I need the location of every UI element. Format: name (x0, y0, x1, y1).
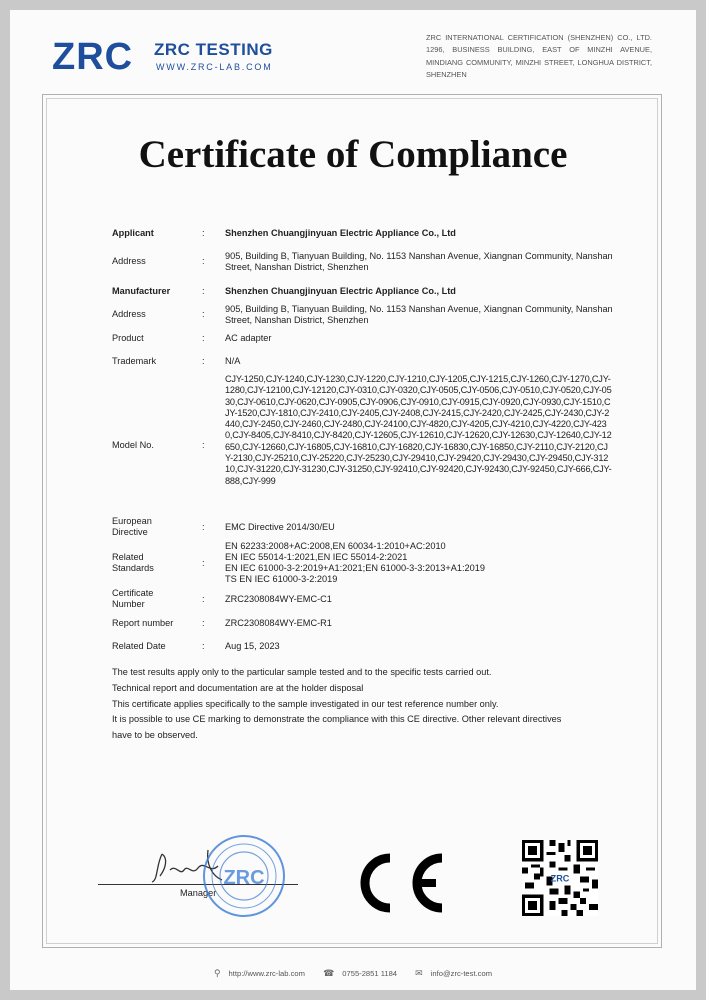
field-colon: : (202, 558, 205, 568)
ce-mark (350, 848, 450, 918)
field-colon: : (202, 618, 205, 628)
footer-phone: ☎ 0755-2851 1184 (323, 968, 398, 978)
field-value: 905, Building B, Tianyuan Building, No. 1153 Nanshan Avenue, Xiangnan Community, Nanshan Street, Nanshan District, Shenzhen (225, 304, 613, 326)
zrc-logo (52, 34, 282, 84)
field-value: Shenzhen Chuangjinyuan Electric Appliance Co., Ltd (225, 228, 456, 238)
qr-center-logo: ZRC (550, 873, 570, 884)
field-label: Product (112, 333, 144, 343)
field-label: Directive (112, 527, 148, 537)
signature-area (98, 840, 298, 920)
field-colon: : (202, 286, 205, 296)
field-label: European (112, 516, 152, 526)
logo-title: ZRC TESTING (154, 40, 273, 59)
standards-line: EN 62233:2008+AC:2008,EN 60034-1:2010+AC:2010 (225, 541, 446, 551)
mail-icon: ✉ (415, 968, 423, 978)
qr-code (522, 840, 598, 916)
field-label: Related Date (112, 641, 166, 651)
standards-line: EN IEC 55014-1:2021,EN IEC 55014-2:2021 (225, 552, 408, 562)
field-value: Shenzhen Chuangjinyuan Electric Appliance Co., Ltd (225, 286, 456, 296)
footer-website[interactable]: ⚲ http://www.zrc-lab.com (213, 968, 305, 978)
note-line: It is possible to use CE marking to demonstrate the compliance with this CE directive. Other relevant directives have to be observed. (112, 714, 562, 741)
field-colon: : (202, 440, 205, 450)
certificate-footer (10, 968, 696, 979)
field-colon: : (202, 256, 205, 266)
certificate-notes (112, 665, 582, 744)
field-value: ZRC2308084WY-EMC-R1 (225, 618, 332, 628)
signature-role: Manager (180, 888, 217, 898)
field-label: Address (112, 309, 146, 319)
field-colon: : (202, 309, 205, 319)
seal-text: ZRC (223, 867, 265, 889)
field-colon: : (202, 228, 205, 238)
field-label: Standards (112, 563, 154, 573)
field-value: 905, Building B, Tianyuan Building, No. 1153 Nanshan Avenue, Xiangnan Community, Nanshan Street, Nanshan District, Shenzhen (225, 251, 613, 273)
logo-mark: ZRC (52, 36, 134, 78)
standards-line: EN IEC 61000-3-2:2019+A1:2021;EN 61000-3-3:2013+A1:2019 (225, 563, 485, 573)
field-colon: : (202, 641, 205, 651)
field-label: Manufacturer (112, 286, 171, 296)
note-line: Technical report and documentation are at the holder disposal (112, 682, 364, 693)
certificate-title: Certificate of Compliance (138, 133, 568, 176)
field-label: Report number (112, 618, 174, 628)
field-value: AC adapter (225, 333, 272, 343)
company-seal (202, 834, 286, 918)
certificate-page (10, 10, 696, 990)
field-colon: : (202, 356, 205, 366)
field-label: Certificate (112, 588, 154, 598)
field-value: EMC Directive 2014/30/EU (225, 522, 335, 532)
field-label: Model No. (112, 440, 154, 450)
field-colon: : (202, 333, 205, 343)
field-value: Aug 15, 2023 (225, 641, 280, 651)
field-colon: : (202, 594, 205, 604)
field-value: N/A (225, 356, 241, 366)
field-label: Number (112, 599, 145, 609)
logo-url: WWW.ZRC-LAB.COM (156, 62, 273, 72)
standards-line: TS EN IEC 61000-3-2:2019 (225, 574, 338, 584)
footer-email[interactable]: ✉ info@zrc-test.com (415, 968, 493, 978)
field-colon: : (202, 522, 205, 532)
phone-icon: ☎ (323, 968, 335, 978)
note-line: This certificate applies specifically to the sample investigated in our test reference number only. (112, 698, 499, 709)
field-label: Address (112, 256, 146, 266)
field-value: CJY-1250,CJY-1240,CJY-1230,CJY-1220,CJY-1210,CJY-1205,CJY-1215,CJY-1260,CJY-1270,CJY-1280,CJY-12100,CJY-12120,CJY-0310,CJY-0320,CJY-0505,CJY-0506,CJY-0510,CJY-0520,CJY-0530,CJY-0610,CJY-0620,CJY-0905,CJY-0906,CJY-0910,CJY-0915,CJY-0920,CJY-0930,CJY-1510,CJY-1520,CJY-1810,CJY-2410,CJY-2405,CJY-2408,CJY-2415,CJY-2420,CJY-2425,CJY-2430,CJY-2440,CJY-2450,CJY-2460,CJY-2480,CJY-24100,CJY-4820,CJY-4205,CJY-4210,CJY-4220,CJY-4230,CJY-8405,CJY-8410,CJY-8420,CJY-12605,CJY-12610,CJY-12620,CJY-12630,CJY-12640,CJY-12650,CJY-12660,CJY-16805,CJY-16810,CJY-16820,CJY-16830,CJY-16850,CJY-2110,CJY-2120,CJY-2130,CJY-25210,CJY-25220,CJY-25230,CJY-29410,CJY-29420,CJY-29430,CJY-29450,CJY-31210,CJY-31220,CJY-31230,CJY-31250,CJY-92410,CJY-92420,CJY-92430,CJY-92450,CJY-666,CJY-888,CJY-999 (225, 374, 612, 486)
note-line: The test results apply only to the particular sample tested and to the specific tests carried out. (112, 667, 492, 677)
field-label: Related (112, 552, 144, 562)
field-label: Applicant (112, 228, 154, 238)
globe-icon: ⚲ (213, 968, 221, 978)
field-value: ZRC2308084WY-EMC-C1 (225, 594, 332, 604)
company-address: ZRC INTERNATIONAL CERTIFICATION (SHENZHEN) CO., LTD. 1296, BUSINESS BUILDING, EAST OF MINZHI AVENUE, MINDIANG COMMUNITY, MINZHI STREET, LONGHUA DISTRICT, SHENZHEN (426, 33, 652, 80)
field-label: Trademark (112, 356, 157, 366)
